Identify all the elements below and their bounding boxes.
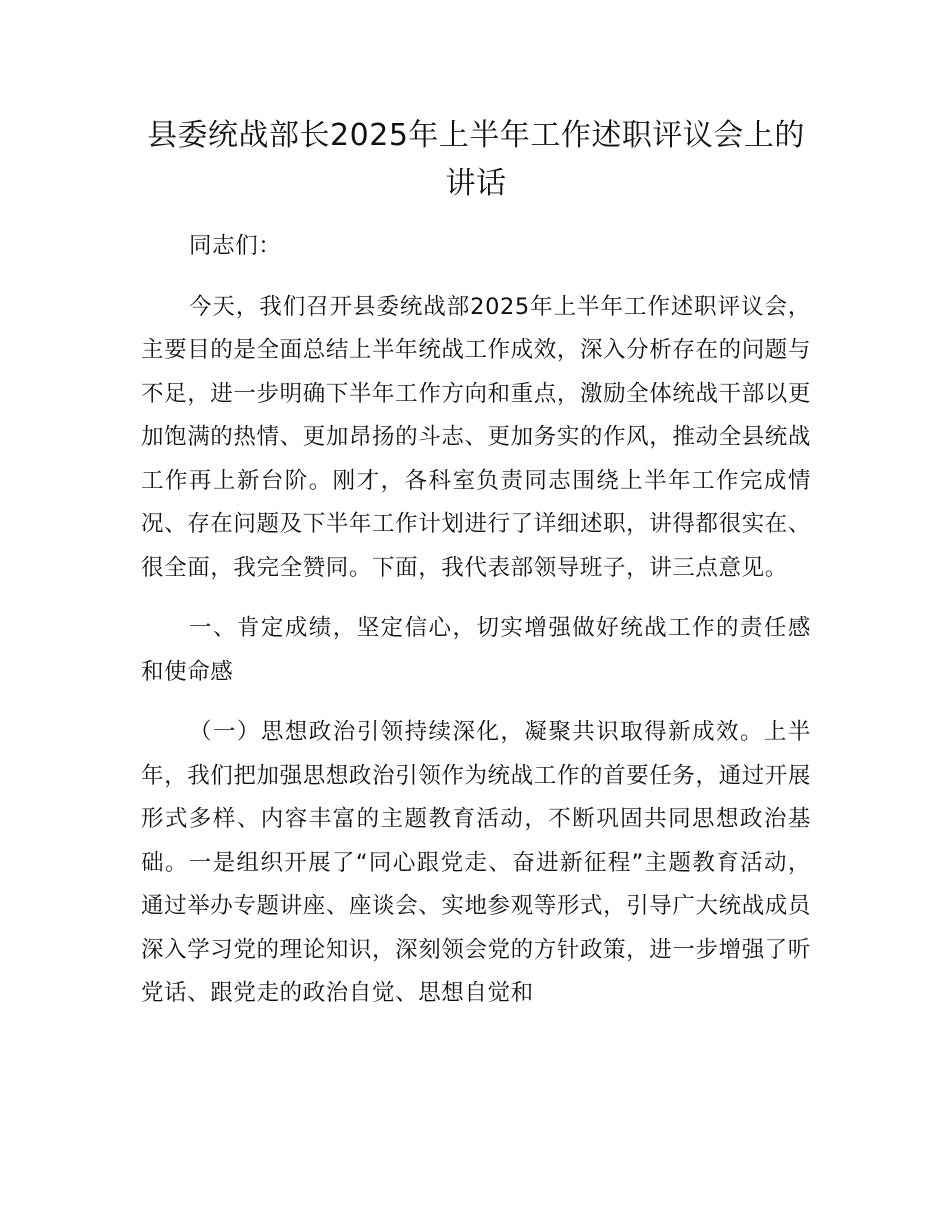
document-title: 县委统战部长2025年上半年工作述职评议会上的讲话 — [147, 118, 805, 201]
section-heading-one: 一、肯定成绩，坚定信心，切实增强做好统战工作的责任感和使命感 — [141, 615, 811, 685]
intro-paragraph: 今天，我们召开县委统战部2025年上半年工作述职评议会，主要目的是全面总结上半年统战工作成效，深入分析存在的问题与不足，进一步明确下半年工作方向和重点，激励全体统战干部以更加饱满的热情、更加昂扬的斗志、更加务实的作风，推动全县统战工作再上新台阶。刚才，各科室负责同志围绕上半年工作完成情况、存在问题及下半年工作计划进行了详细述职，讲得都很实在、很全面，我完全赞同。下面，我代表部领导班子，讲三点意见。 — [141, 293, 811, 581]
salutation: 同志们： — [189, 233, 282, 259]
subsection-one-paragraph: （一）思想政治引领持续深化，凝聚共识取得新成效。上半年，我们把加强思想政治引领作为统战工作的首要任务，通过开展形式多样、内容丰富的主题教育活动，不断巩固共同思想政治基础。一是组织开展了“同心跟党走、奋进新征程”主题教育活动，通过举办专题讲座、座谈会、实地参观等形式，引导广大统战成员深入学习党的理论知识，深刻领会党的方针政策，进一步增强了听党话、跟党走的政治自觉、思想自觉和 — [141, 719, 811, 1006]
document-body — [141, 112, 811, 1016]
